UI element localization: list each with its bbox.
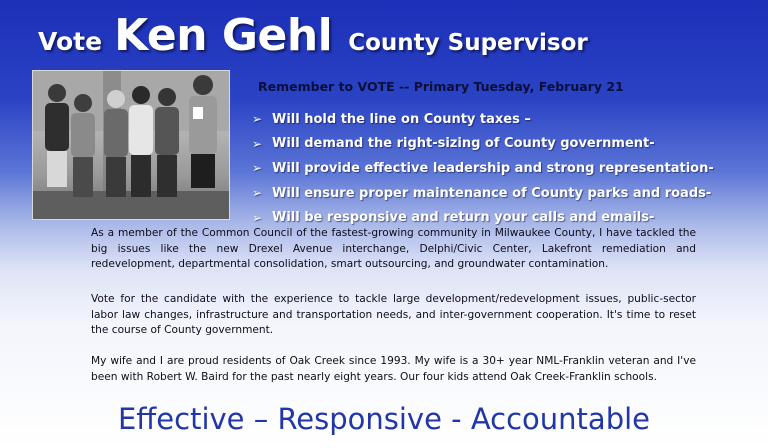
platform-item [252, 132, 714, 157]
platform-list [252, 107, 714, 230]
experience-paragraph: As a member of the Common Council of the fastest-growing community in Milwaukee County, I have tackled the big issues like the new Drexel Avenue interchange, Delphi/Civic Center, Lakefront remediation and redevelopment, departmental consolidation, smart outsourcing, and groundwater contamination. [91, 227, 696, 271]
headline [38, 10, 588, 61]
arrow-bullet-icon: ➢ [252, 136, 263, 151]
platform-item-text: Will be responsive and return your calls and emails- [272, 210, 655, 226]
platform-item [252, 107, 714, 132]
headline-vote: Vote [38, 27, 103, 56]
platform-item-text: Will hold the line on County taxes – [272, 111, 531, 127]
arrow-bullet-icon: ➢ [252, 186, 263, 201]
platform-item-text: Will demand the right-sizing of County government- [272, 136, 655, 152]
primary-reminder: Remember to VOTE -- Primary Tuesday, February 21 [258, 79, 624, 94]
campaign-tagline: Effective – Responsive - Accountable [117, 402, 651, 436]
arrow-bullet-icon: ➢ [252, 161, 263, 176]
vote-paragraph: Vote for the candidate with the experience to tackle large development/redevelopment issues, public-sector labor law changes, infrastructure and transportation needs, and inter-government cooperation. It's time to reset the course of County government. [91, 293, 696, 337]
platform-item-text: Will provide effective leadership and strong representation- [272, 160, 714, 176]
arrow-bullet-icon: ➢ [252, 210, 263, 225]
platform-item [252, 156, 714, 181]
candidate-name: Ken Gehl [114, 10, 333, 61]
arrow-bullet-icon: ➢ [252, 112, 263, 127]
family-photo-illustration [33, 71, 229, 219]
family-photo [32, 70, 230, 220]
office-title: County Supervisor [348, 30, 588, 56]
platform-item-text: Will ensure proper maintenance of County parks and roads- [272, 185, 712, 201]
platform-item [252, 181, 714, 206]
family-paragraph: My wife and I are proud residents of Oak Creek since 1993. My wife is a 30+ year NML-Franklin veteran and I've been with Robert W. Baird for the past nearly eight years. Our four kids attend Oak Creek-Franklin schools. [91, 355, 696, 383]
